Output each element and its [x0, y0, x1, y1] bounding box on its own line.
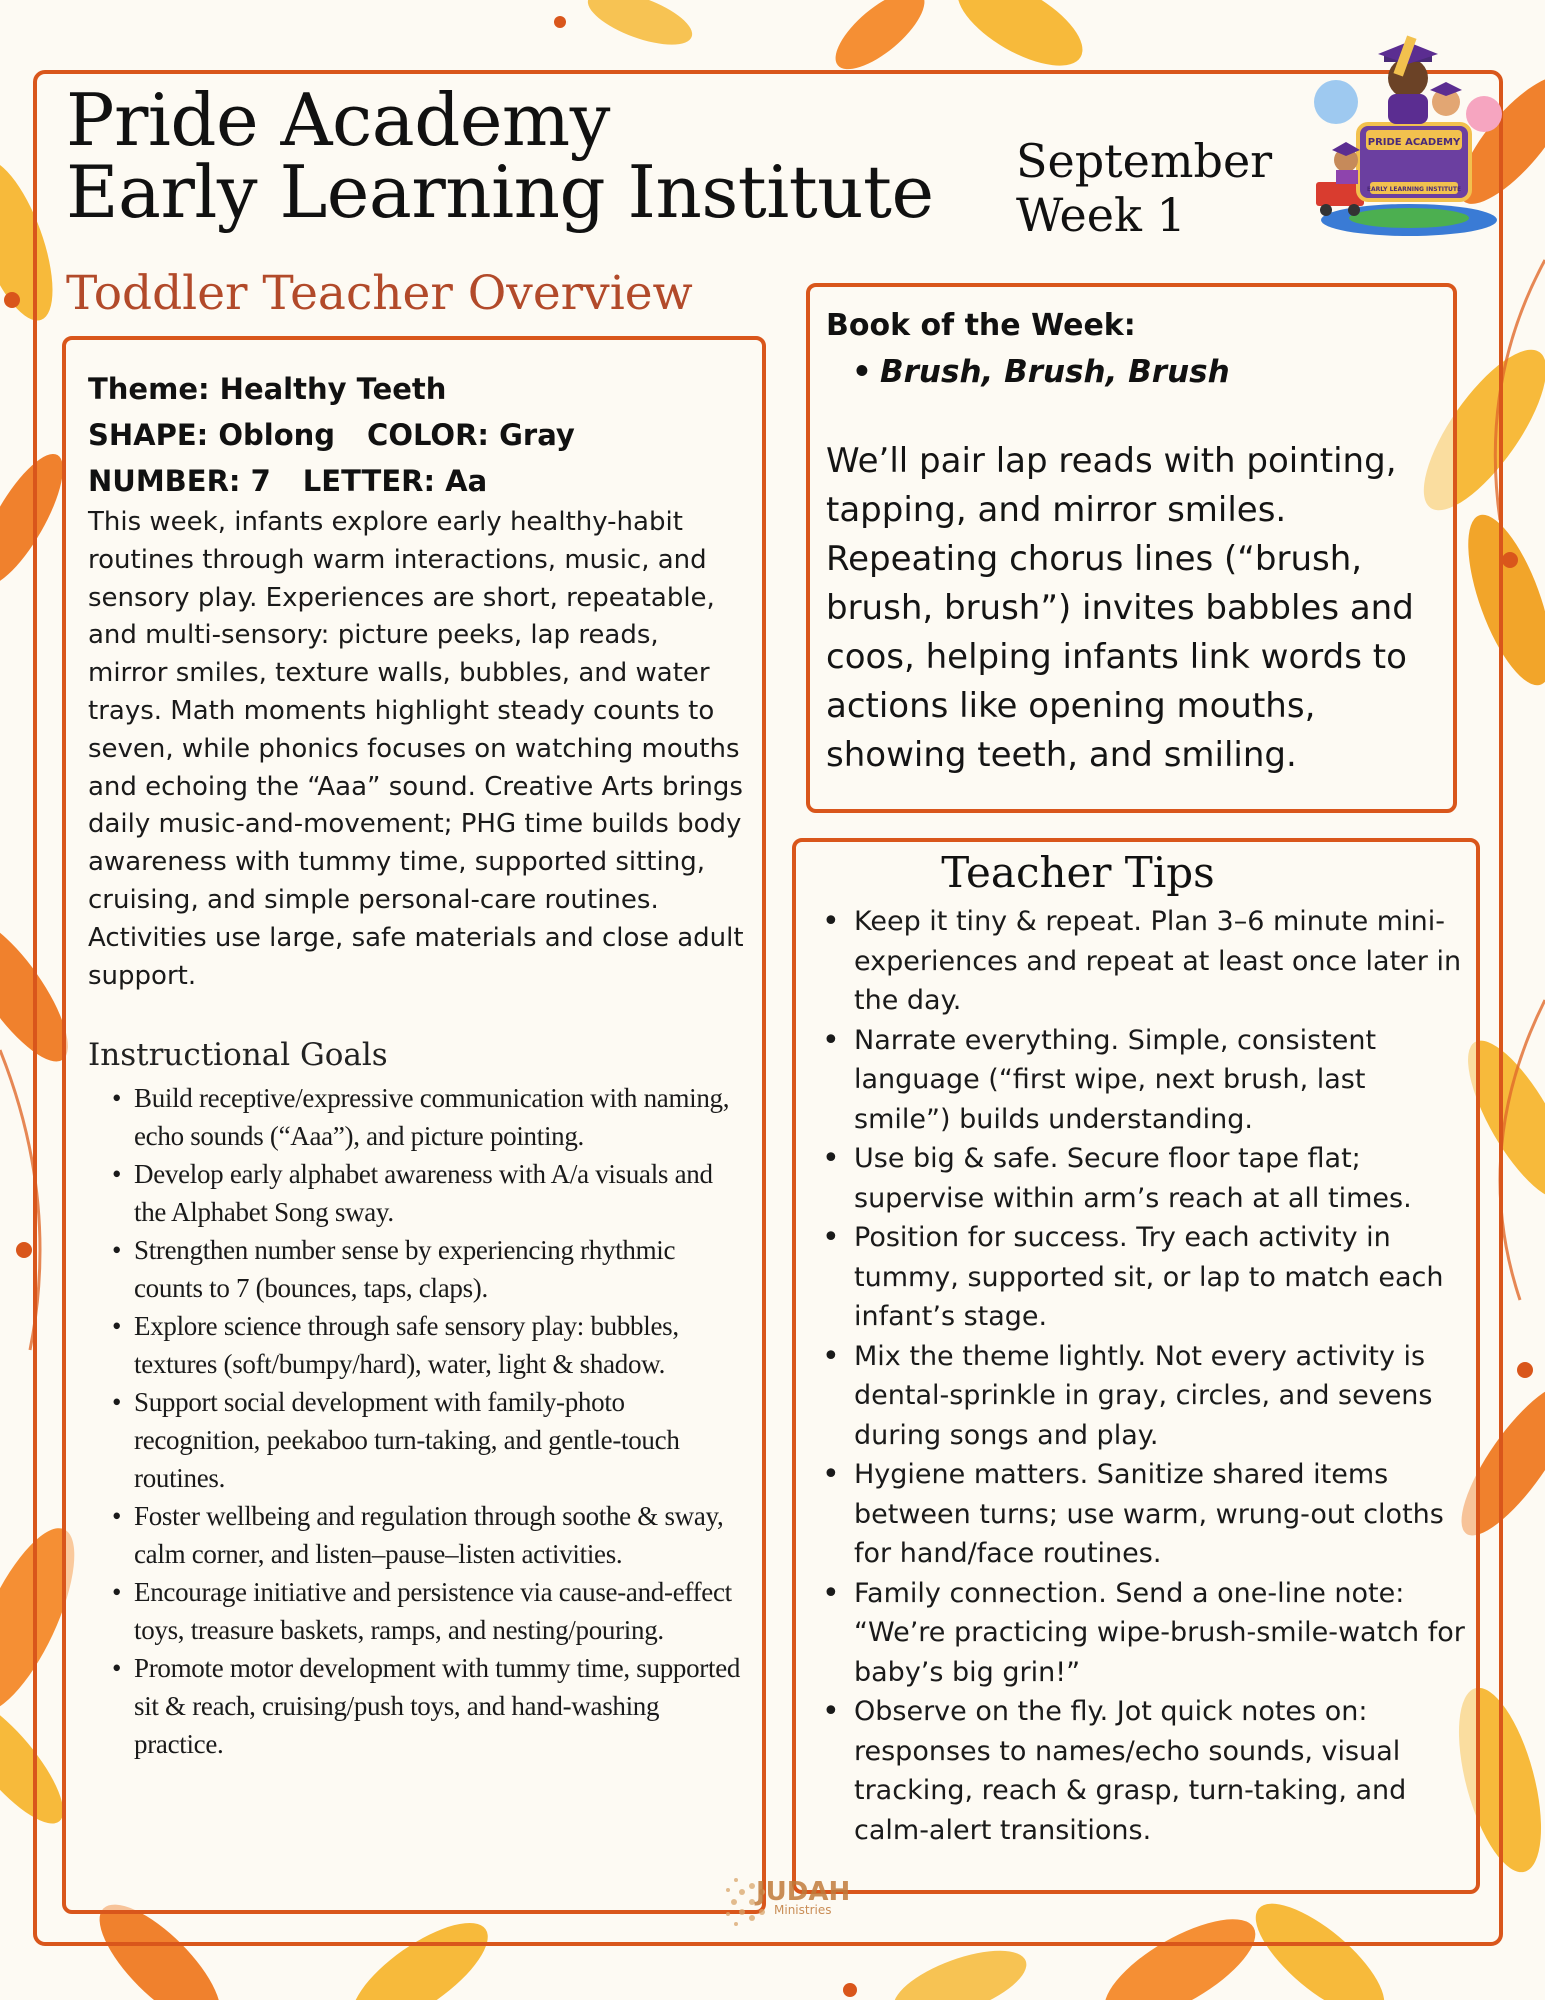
title-line-2: Early Learning Institute	[66, 150, 934, 234]
week-label	[1016, 134, 1272, 242]
tips-list	[808, 902, 1468, 1850]
logo-label: PRIDE ACADEMY	[1367, 137, 1461, 148]
book-title: • Brush, Brush, Brush	[826, 351, 1439, 393]
tip-item: • Mix the theme lightly. Not every activity is dental-sprinkle in gray, circles, and sevens during songs and play.	[854, 1337, 1468, 1456]
tip-item: • Keep it tiny & repeat. Plan 3–6 minute mini-experiences and repeat at least once later in the day.	[854, 902, 1468, 1021]
title-line-1: Pride Academy	[66, 78, 610, 162]
book-of-week-box	[806, 283, 1457, 813]
teacher-tips-box	[792, 838, 1480, 1894]
watermark-sub: Ministries	[774, 1903, 832, 1917]
tip-item: • Observe on the fly. Jot quick notes on: responses to names/echo sounds, visual tracking, reach & grasp, turn-taking, and calm-alert transitions.	[854, 1692, 1468, 1850]
goal-item: • Build receptive/expressive communication with naming, echo sounds (“Aaa”), and picture pointing.	[134, 1079, 744, 1155]
tip-item: • Use big & safe. Secure floor tape flat; supervise within arm’s reach at all times.	[854, 1139, 1468, 1218]
judah-ministries-watermark	[716, 1862, 866, 1942]
color-label: COLOR: Gray	[367, 418, 575, 452]
goals-list	[88, 1079, 744, 1763]
goal-item: • Explore science through safe sensory play: bubbles, textures (soft/bumpy/hard), water, light & shadow.	[134, 1307, 744, 1383]
watermark-name: JUDAH	[756, 1877, 851, 1907]
page-subtitle: Toddler Teacher Overview	[66, 266, 693, 321]
theme-label: Theme: Healthy Teeth	[88, 372, 447, 406]
overview-box	[62, 336, 766, 1914]
goal-item: • Develop early alphabet awareness with A/a visuals and the Alphabet Song sway.	[134, 1155, 744, 1231]
tips-heading: Teacher Tips	[941, 848, 1215, 897]
goal-item: • Strengthen number sense by experiencing rhythmic counts to 7 (bounces, taps, claps).	[134, 1231, 744, 1307]
goals-heading: Instructional Goals	[88, 1037, 388, 1074]
tip-item: • Narrate everything. Simple, consistent language (“first wipe, next brush, last smile”) builds understanding.	[854, 1021, 1468, 1140]
book-heading: Book of the Week:	[826, 308, 1136, 343]
week-number: Week 1	[1016, 188, 1186, 242]
overview-intro: This week, infants explore early healthy-habit routines through warm interactions, music, and sensory play. Experiences are short, repeatable, and multi-sensory: picture peeks, lap reads, mirror smiles, texture walls, bubbles, and water trays. Math moments highlight steady counts to seven, while phonics focuses on watching mouths and echoing the “Aaa” sound. Creative Arts brings daily music-and-movement; PHG time builds body awareness with tummy time, supported sitting, cruising, and simple personal-care routines. Activities use large, safe materials and close adult support.	[88, 507, 744, 991]
goal-item: • Foster wellbeing and regulation through soothe & sway, calm corner, and listen–pause–listen activities.	[134, 1497, 744, 1573]
pride-academy-logo	[1296, 32, 1522, 238]
goal-item: • Encourage initiative and persistence via cause-and-effect toys, treasure baskets, ramps, and nesting/pouring.	[134, 1573, 744, 1649]
tip-item: • Position for success. Try each activity in tummy, supported sit, or lap to match each infant’s stage.	[854, 1218, 1468, 1337]
goal-item: • Support social development with family-photo recognition, peekaboo turn-taking, and gentle-touch routines.	[134, 1383, 744, 1497]
shape-color-line	[88, 412, 744, 458]
tip-item: • Family connection. Send a one-line note: “We’re practicing wipe-brush-smile-watch for baby’s big grin!”	[854, 1574, 1468, 1693]
book-description: We’ll pair lap reads with pointing, tapping, and mirror smiles. Repeating chorus lines (“brush, brush, brush”) invites babbles and coos, helping infants link words to actions like opening mouths, showing teeth, and smiling.	[826, 441, 1414, 775]
page-title	[66, 78, 934, 234]
number-label: NUMBER: 7	[88, 464, 271, 498]
letter-label: LETTER: Aa	[302, 464, 488, 498]
goal-item: • Promote motor development with tummy time, supported sit & reach, cruising/push toys, and hand-washing practice.	[134, 1649, 744, 1763]
shape-label: SHAPE: Oblong	[88, 418, 336, 452]
month-label: September	[1016, 134, 1273, 188]
logo-sublabel: EARLY LEARNING INSTITUTE	[1366, 186, 1462, 193]
tip-item: • Hygiene matters. Sanitize shared items between turns; use warm, wrung-out cloths for hand/face routines.	[854, 1455, 1468, 1574]
number-letter-line	[88, 458, 744, 504]
